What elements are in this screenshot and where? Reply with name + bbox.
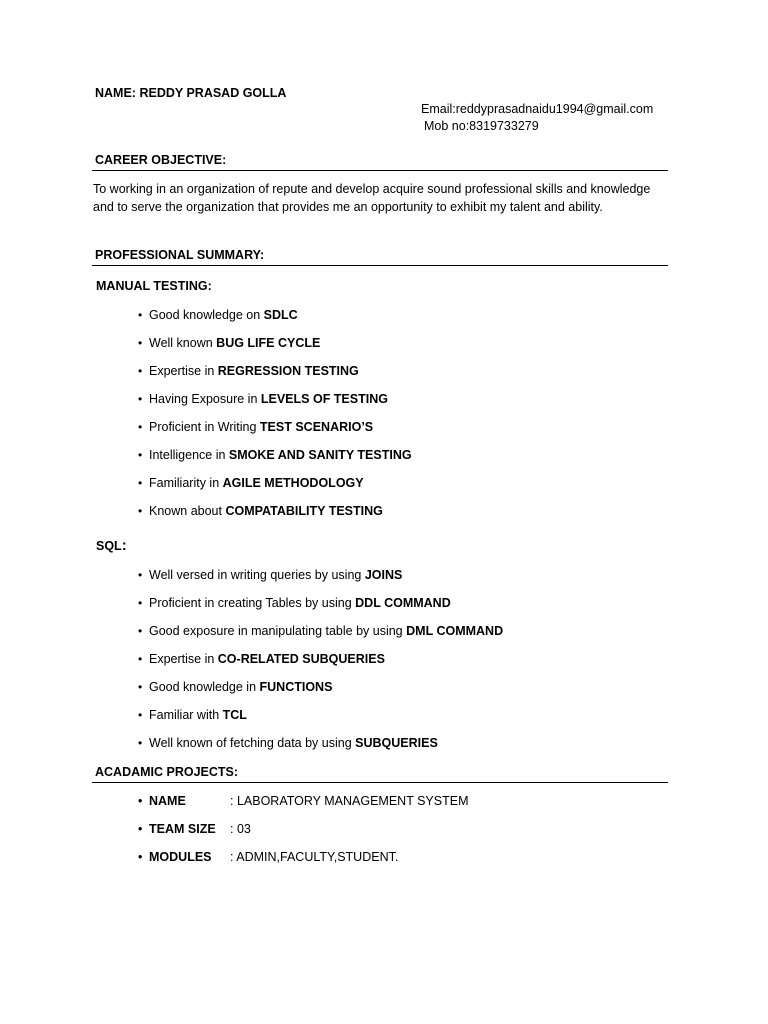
section-divider — [92, 170, 668, 171]
sql-list — [138, 568, 503, 764]
item-text: Well known — [149, 336, 217, 350]
item-keyword: SDLC — [263, 308, 298, 322]
bullet-icon: • — [138, 652, 143, 666]
manual-testing-item — [138, 392, 412, 420]
bullet-icon: • — [138, 850, 143, 864]
bullet-icon: • — [138, 624, 143, 638]
item-keyword: BUG LIFE CYCLE — [216, 336, 321, 350]
manual-testing-item — [138, 420, 412, 448]
section-divider — [92, 265, 668, 266]
academic-projects-list — [138, 794, 468, 878]
item-text: Good knowledge on — [149, 308, 264, 322]
sql-heading-colon: : — [121, 537, 127, 554]
sql-item — [138, 680, 503, 708]
section-divider — [92, 782, 668, 783]
item-text: Proficient in creating Tables by using — [149, 596, 356, 610]
bullet-icon: • — [138, 336, 143, 350]
manual-testing-item — [138, 364, 412, 392]
sql-item — [138, 708, 503, 736]
bullet-icon: • — [138, 504, 143, 518]
project-detail-item — [138, 822, 468, 850]
item-text: Good exposure in manipulating table by using — [149, 624, 407, 638]
bullet-icon: • — [138, 364, 143, 378]
bullet-icon: • — [138, 794, 143, 808]
item-text: Known about — [149, 504, 226, 518]
item-text: Expertise in — [149, 364, 218, 378]
sql-item — [138, 596, 503, 624]
mobile-text: Mob no:8319733279 — [424, 119, 539, 133]
item-text: Proficient in Writing — [149, 420, 260, 434]
professional-summary-heading: PROFESSIONAL SUMMARY: — [95, 248, 265, 262]
career-objective-text: To working in an organization of repute and develop acquire sound professional skills and knowledge and to serve the organization that provides me an opportunity to exhibit my talent and ability. — [93, 182, 651, 214]
bullet-icon: • — [138, 708, 143, 722]
bullet-icon: • — [138, 568, 143, 582]
project-detail-value: : 03 — [230, 822, 251, 836]
item-keyword: TEST SCENARIO’S — [259, 420, 374, 434]
item-keyword: CO-RELATED SUBQUERIES — [217, 652, 385, 666]
item-keyword: COMPATABILITY TESTING — [225, 504, 383, 518]
name-label: NAME: — [95, 86, 136, 100]
manual-testing-item — [138, 504, 412, 532]
bullet-icon: • — [138, 680, 143, 694]
project-detail-key: TEAM SIZE — [149, 822, 216, 836]
item-text: Familiarity in — [149, 476, 223, 490]
bullet-icon: • — [138, 308, 143, 322]
project-detail-key: MODULES — [149, 850, 212, 864]
manual-testing-item — [138, 448, 412, 476]
item-text: Well versed in writing queries by using — [149, 568, 365, 582]
career-objective-heading: CAREER OBJECTIVE: — [95, 153, 227, 167]
email-text: Email:reddyprasadnaidu1994@gmail.com — [421, 102, 654, 116]
sql-heading-label: SQL — [96, 539, 122, 553]
sql-item — [138, 568, 503, 596]
item-keyword: LEVELS OF TESTING — [260, 392, 388, 406]
item-text: Expertise in — [149, 652, 218, 666]
manual-testing-list — [138, 308, 412, 532]
item-keyword: JOINS — [364, 568, 403, 582]
manual-testing-heading: MANUAL TESTING: — [96, 279, 212, 293]
name-value: REDDY PRASAD GOLLA — [139, 86, 287, 100]
project-detail-item — [138, 794, 468, 822]
bullet-icon: • — [138, 420, 143, 434]
item-text: Intelligence in — [149, 448, 229, 462]
item-text: Good knowledge in — [149, 680, 260, 694]
item-keyword: DDL COMMAND — [355, 596, 451, 610]
bullet-icon: • — [138, 822, 143, 836]
sql-item — [138, 624, 503, 652]
item-keyword: FUNCTIONS — [259, 680, 333, 694]
item-text: Well known of fetching data by using — [149, 736, 356, 750]
manual-testing-item — [138, 308, 412, 336]
project-detail-value: : LABORATORY MANAGEMENT SYSTEM — [230, 794, 469, 808]
bullet-icon: • — [138, 392, 143, 406]
item-keyword: REGRESSION TESTING — [217, 364, 359, 378]
sql-heading — [96, 537, 127, 554]
bullet-icon: • — [138, 736, 143, 750]
item-keyword: SMOKE AND SANITY TESTING — [228, 448, 412, 462]
academic-projects-heading: ACADAMIC PROJECTS: — [95, 765, 239, 779]
bullet-icon: • — [138, 596, 143, 610]
item-keyword: SUBQUERIES — [355, 736, 438, 750]
item-text: Familiar with — [149, 708, 223, 722]
item-keyword: TCL — [222, 708, 247, 722]
manual-testing-item — [138, 476, 412, 504]
candidate-name — [95, 86, 286, 100]
sql-item — [138, 652, 503, 680]
contact-block — [421, 101, 653, 135]
sql-item — [138, 736, 503, 764]
project-detail-item — [138, 850, 468, 878]
project-detail-key: NAME — [149, 794, 186, 808]
manual-testing-item — [138, 336, 412, 364]
bullet-icon: • — [138, 448, 143, 462]
item-keyword: AGILE METHODOLOGY — [222, 476, 364, 490]
project-detail-value: : ADMIN,FACULTY,STUDENT. — [230, 850, 399, 864]
bullet-icon: • — [138, 476, 143, 490]
item-keyword: DML COMMAND — [406, 624, 504, 638]
item-text: Having Exposure in — [149, 392, 261, 406]
